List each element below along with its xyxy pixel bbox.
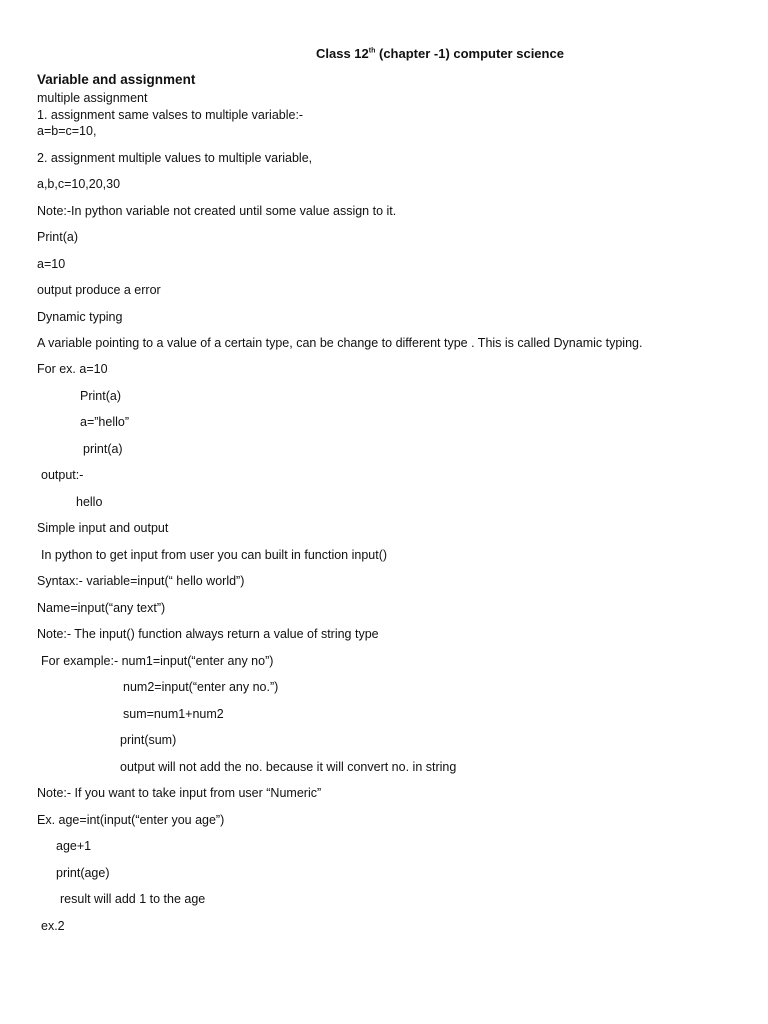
text-line: 2. assignment multiple values to multiple variable, xyxy=(37,151,313,165)
text-line: print(age) xyxy=(56,866,110,880)
text-line: hello xyxy=(76,495,103,509)
text-line: print(sum) xyxy=(120,733,177,747)
text-line: output will not add the no. because it will convert no. in string xyxy=(120,760,457,774)
text-line: age+1 xyxy=(56,839,92,853)
text-line: Print(a) xyxy=(80,389,121,403)
text-line: result will add 1 to the age xyxy=(60,892,206,906)
title-rest: (chapter -1) computer science xyxy=(375,46,564,61)
text-line: print(a) xyxy=(83,442,123,456)
text-line: Dynamic typing xyxy=(37,310,123,324)
text-line: Note:- The input() function always return a value of string type xyxy=(37,627,379,641)
text-line: num2=input(“enter any no.”) xyxy=(123,680,279,694)
text-line: a,b,c=10,20,30 xyxy=(37,177,121,191)
text-line: Name=input(“any text”) xyxy=(37,601,166,615)
text-line: For ex. a=10 xyxy=(37,362,108,376)
title-main: Class 12 xyxy=(316,46,369,61)
text-line: a=”hello” xyxy=(80,415,129,429)
text-line: Simple input and output xyxy=(37,521,169,535)
text-line: output produce a error xyxy=(37,283,161,297)
text-line: output:- xyxy=(41,468,84,482)
text-line: multiple assignment xyxy=(37,91,148,105)
text-line: a=b=c=10, xyxy=(37,124,97,138)
text-line: For example:- num1=input(“enter any no”) xyxy=(41,654,274,668)
page-title xyxy=(316,46,564,61)
text-line: sum=num1+num2 xyxy=(123,707,224,721)
text-line: Print(a) xyxy=(37,230,78,244)
title-superscript: th xyxy=(368,47,376,55)
text-line: A variable pointing to a value of a certain type, can be change to different type . This is called Dynamic typing. xyxy=(37,336,643,350)
section-heading: Variable and assignment xyxy=(37,72,196,87)
text-line: 1. assignment same valses to multiple variable:- xyxy=(37,108,304,122)
text-line: Note:- If you want to take input from user “Numeric” xyxy=(37,786,322,800)
text-line: ex.2 xyxy=(41,919,65,933)
text-line: In python to get input from user you can built in function input() xyxy=(41,548,388,562)
text-line: Note:-In python variable not created until some value assign to it. xyxy=(37,204,397,218)
text-line: Ex. age=int(input(“enter you age”) xyxy=(37,813,225,827)
text-line: Syntax:- variable=input(“ hello world”) xyxy=(37,574,245,588)
text-line: a=10 xyxy=(37,257,66,271)
